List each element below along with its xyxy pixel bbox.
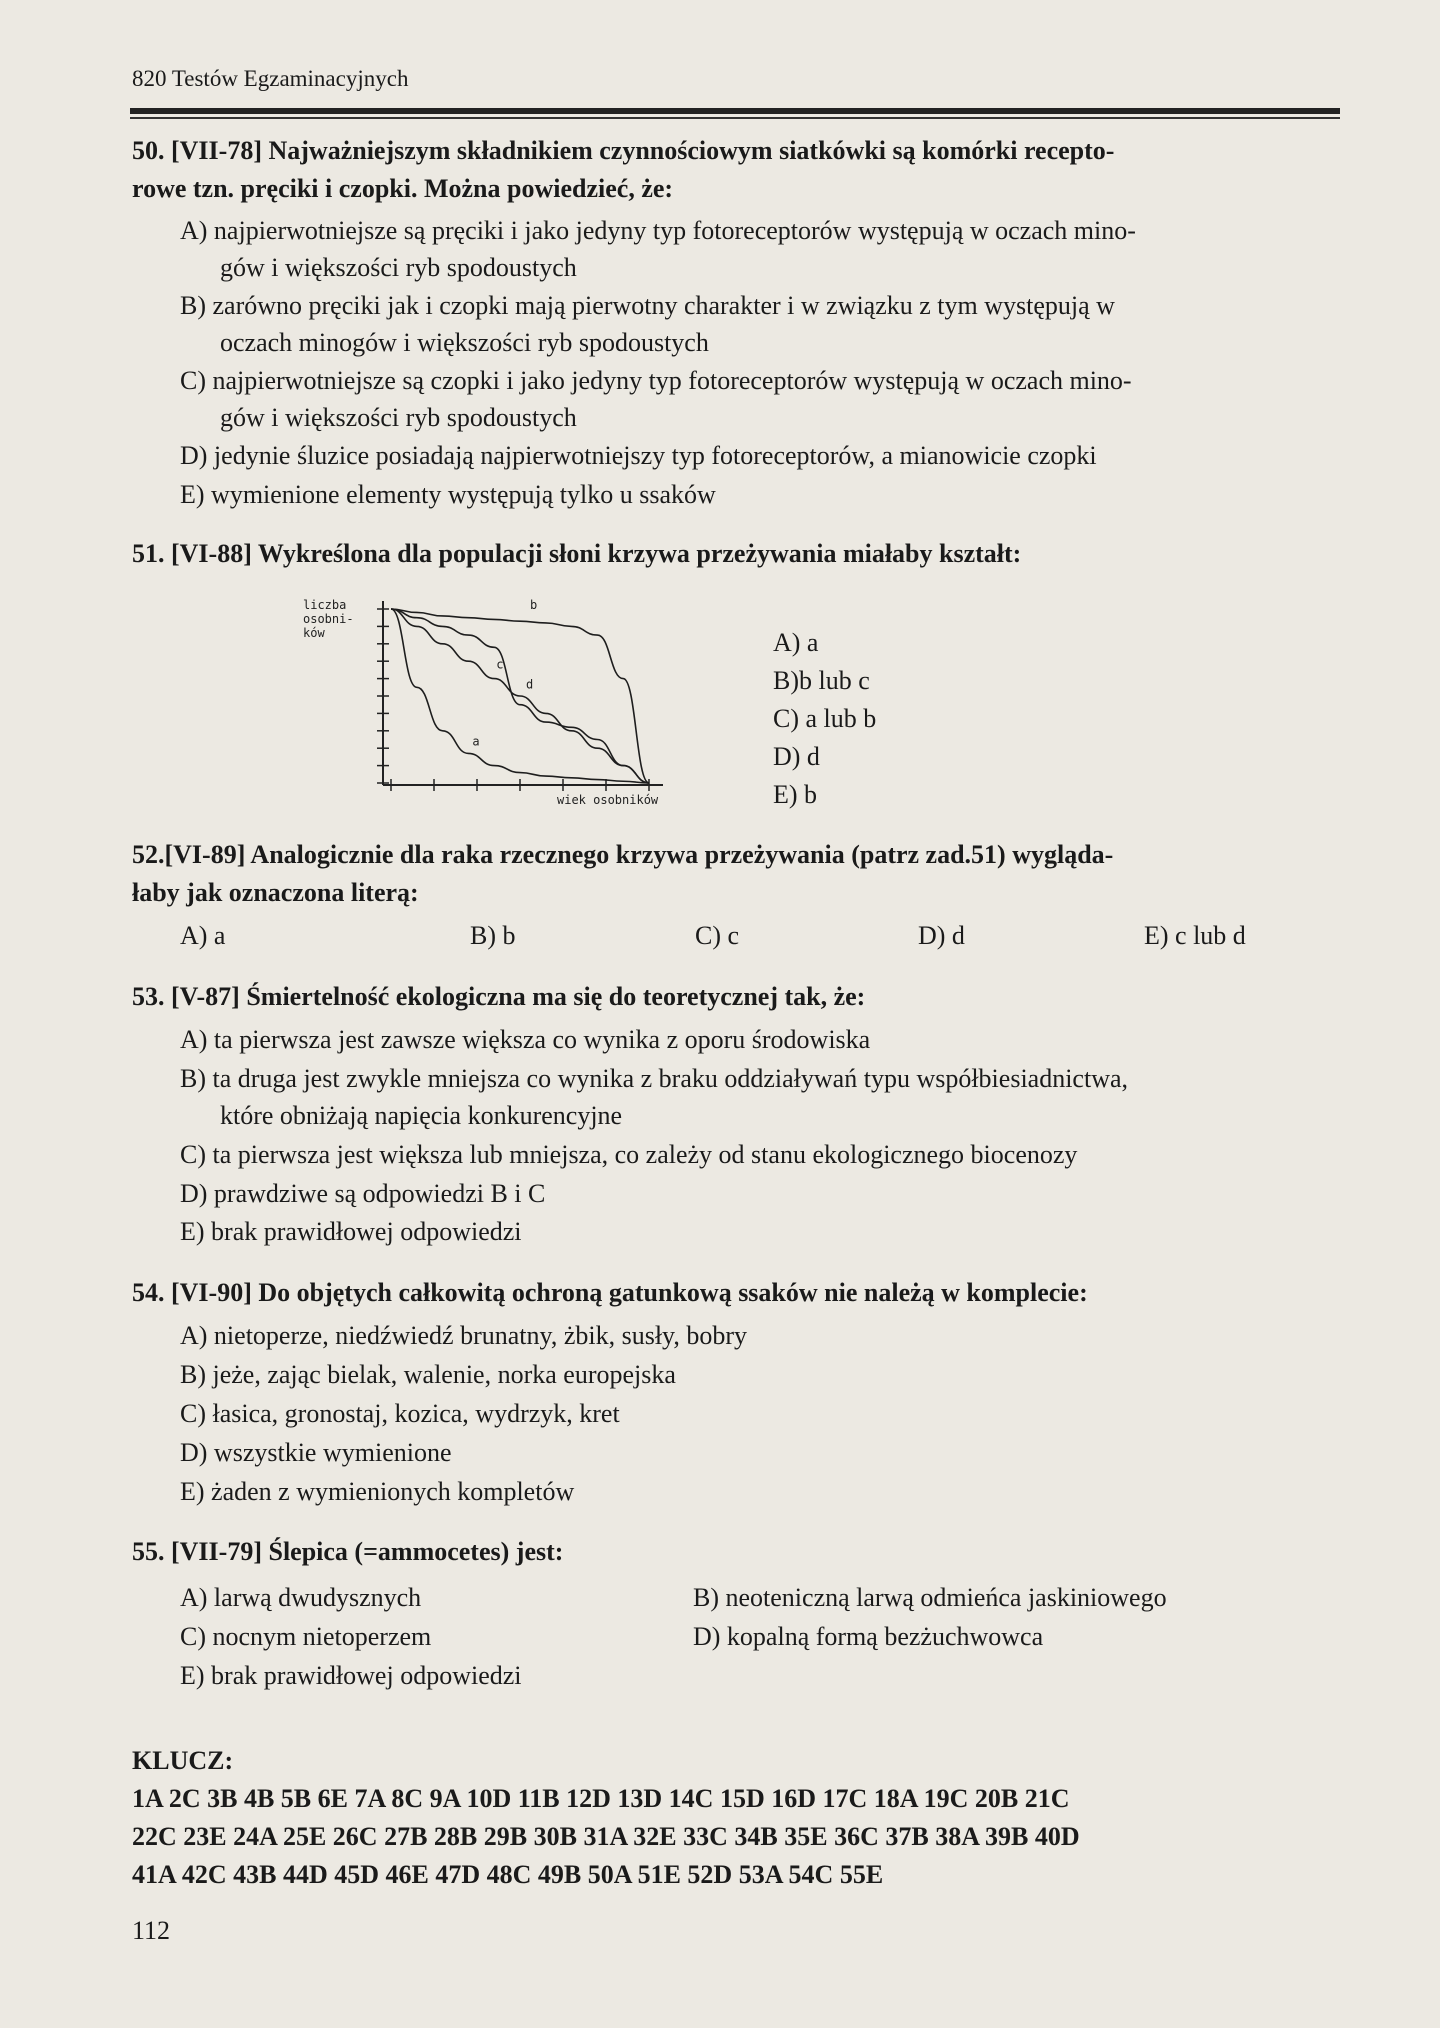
- question-51-option-b: B)b lub c: [773, 666, 870, 695]
- question-52-option-c: C) c: [695, 921, 740, 950]
- question-51-option-e: E) b: [773, 780, 818, 809]
- running-header: 820 Testów Egzaminacyjnych: [132, 66, 409, 91]
- answer-key-line1: 1A 2C 3B 4B 5B 6E 7A 8C 9A 10D 11B 12D 13D 14C 15D 16D 17C 18A 19C 20B 21C: [132, 1784, 1070, 1813]
- chart-ylabel-line2: osobni-: [303, 612, 354, 626]
- question-54-title: 54. [VI-90] Do objętych całkowitą ochroną gatunkową ssaków nie należą w komplecie:: [132, 1278, 1088, 1307]
- chart-xlabel: wiek osobników: [557, 793, 659, 807]
- question-53-option-b: B) ta druga jest zwykle mniejsza co wynika z braku oddziaływań typu współbiesiadnictwa,: [180, 1064, 1129, 1093]
- question-50-option-d: D) jedynie śluzice posiadają najpierwotniejszy typ fotoreceptorów, a mianowicie czopki: [180, 441, 1097, 470]
- question-53-option-d: D) prawdziwe są odpowiedzi B i C: [180, 1179, 546, 1208]
- question-55-option-a: A) larwą dwudysznych: [180, 1583, 422, 1612]
- question-54-option-a: A) nietoperze, niedźwiedź brunatny, żbik, susły, bobry: [180, 1321, 748, 1350]
- answer-key-line3: 41A 42C 43B 44D 45D 46E 47D 48C 49B 50A 51E 52D 53A 54C 55E: [132, 1860, 884, 1889]
- chart-ylabel-line1: liczba: [303, 598, 347, 612]
- question-52-option-b: B) b: [470, 921, 516, 950]
- question-50-option-a-cont: gów i większości ryb spodoustych: [220, 253, 577, 282]
- survival-curve-c: [391, 609, 649, 783]
- question-53-option-c: C) ta pierwsza jest większa lub mniejsza, co zależy od stanu ekologicznego biocenozy: [180, 1140, 1078, 1169]
- question-52-option-e: E) c lub d: [1144, 921, 1246, 950]
- question-50-title-line2: rowe tzn. pręciki i czopki. Można powiedzieć, że:: [132, 174, 674, 203]
- question-51-option-c: C) a lub b: [773, 704, 877, 733]
- survival-curve-chart: [295, 595, 695, 807]
- question-54-option-d: D) wszystkie wymienione: [180, 1438, 452, 1467]
- question-51-title: 51. [VI-88] Wykreślona dla populacji słoni krzywa przeżywania miałaby kształt:: [132, 539, 1022, 568]
- question-54-option-b: B) jeże, zając bielak, walenie, norka europejska: [180, 1360, 676, 1389]
- chart-ylabel-line3: ków: [303, 626, 325, 640]
- chart-curves: [391, 609, 649, 783]
- question-53-option-a: A) ta pierwsza jest zawsze większa co wynika z oporu środowiska: [180, 1025, 871, 1054]
- question-53-title: 53. [V-87] Śmiertelność ekologiczna ma się do teoretycznej tak, że:: [132, 982, 866, 1011]
- question-50-option-c: C) najpierwotniejsze są czopki i jako jedyny typ fotoreceptorów występują w oczach mino-: [180, 366, 1132, 395]
- question-53-option-b-cont: które obniżają napięcia konkurencyjne: [220, 1101, 623, 1130]
- header-rule: [130, 108, 1340, 114]
- header-rule-thin: [130, 117, 1340, 119]
- question-53-option-e: E) brak prawidłowej odpowiedzi: [180, 1217, 522, 1246]
- page-number: 112: [132, 1916, 171, 1945]
- question-55-option-e: E) brak prawidłowej odpowiedzi: [180, 1661, 522, 1690]
- question-55-title: 55. [VII-79] Ślepica (=ammocetes) jest:: [132, 1537, 564, 1566]
- question-54-option-c: C) łasica, gronostaj, kozica, wydrzyk, kret: [180, 1399, 620, 1428]
- question-50-option-c-cont: gów i większości ryb spodoustych: [220, 403, 577, 432]
- curve-label-a: a: [472, 734, 480, 749]
- question-52-title-line1: 52.[VI-89] Analogicznie dla raka rzecznego krzywa przeżywania (patrz zad.51) wygląda-: [132, 840, 1114, 869]
- question-51-option-d: D) d: [773, 742, 820, 771]
- question-50-option-e: E) wymienione elementy występują tylko u ssaków: [180, 480, 716, 509]
- question-55-option-d: D) kopalną formą bezżuchwowca: [693, 1622, 1044, 1651]
- question-55-option-b: B) neoteniczną larwą odmieńca jaskiniowego: [693, 1583, 1167, 1612]
- question-52-option-d: D) d: [918, 921, 965, 950]
- question-52-option-a: A) a: [180, 921, 226, 950]
- question-52-title-line2: łaby jak oznaczona literą:: [132, 878, 419, 907]
- answer-key-title: KLUCZ:: [132, 1746, 234, 1775]
- question-50-title-line1: 50. [VII-78] Najważniejszym składnikiem czynnościowym siatkówki są komórki recepto-: [132, 136, 1115, 165]
- question-55-option-c: C) nocnym nietoperzem: [180, 1622, 432, 1651]
- curve-label-b: b: [530, 598, 538, 613]
- question-50-option-b: B) zarówno pręciki jak i czopki mają pierwotny charakter i w związku z tym występują w: [180, 291, 1115, 320]
- question-54-option-e: E) żaden z wymienionych kompletów: [180, 1477, 575, 1506]
- curve-label-d: d: [526, 677, 534, 692]
- answer-key-line2: 22C 23E 24A 25E 26C 27B 28B 29B 30B 31A 32E 33C 34B 35E 36C 37B 38A 39B 40D: [132, 1822, 1080, 1851]
- curve-label-c: c: [496, 657, 504, 672]
- question-51-option-a: A) a: [773, 628, 819, 657]
- question-50-option-a: A) najpierwotniejsze są pręciki i jako jedyny typ fotoreceptorów występują w oczach mino-: [180, 216, 1136, 245]
- question-50-option-b-cont: oczach minogów i większości ryb spodoustych: [220, 328, 709, 357]
